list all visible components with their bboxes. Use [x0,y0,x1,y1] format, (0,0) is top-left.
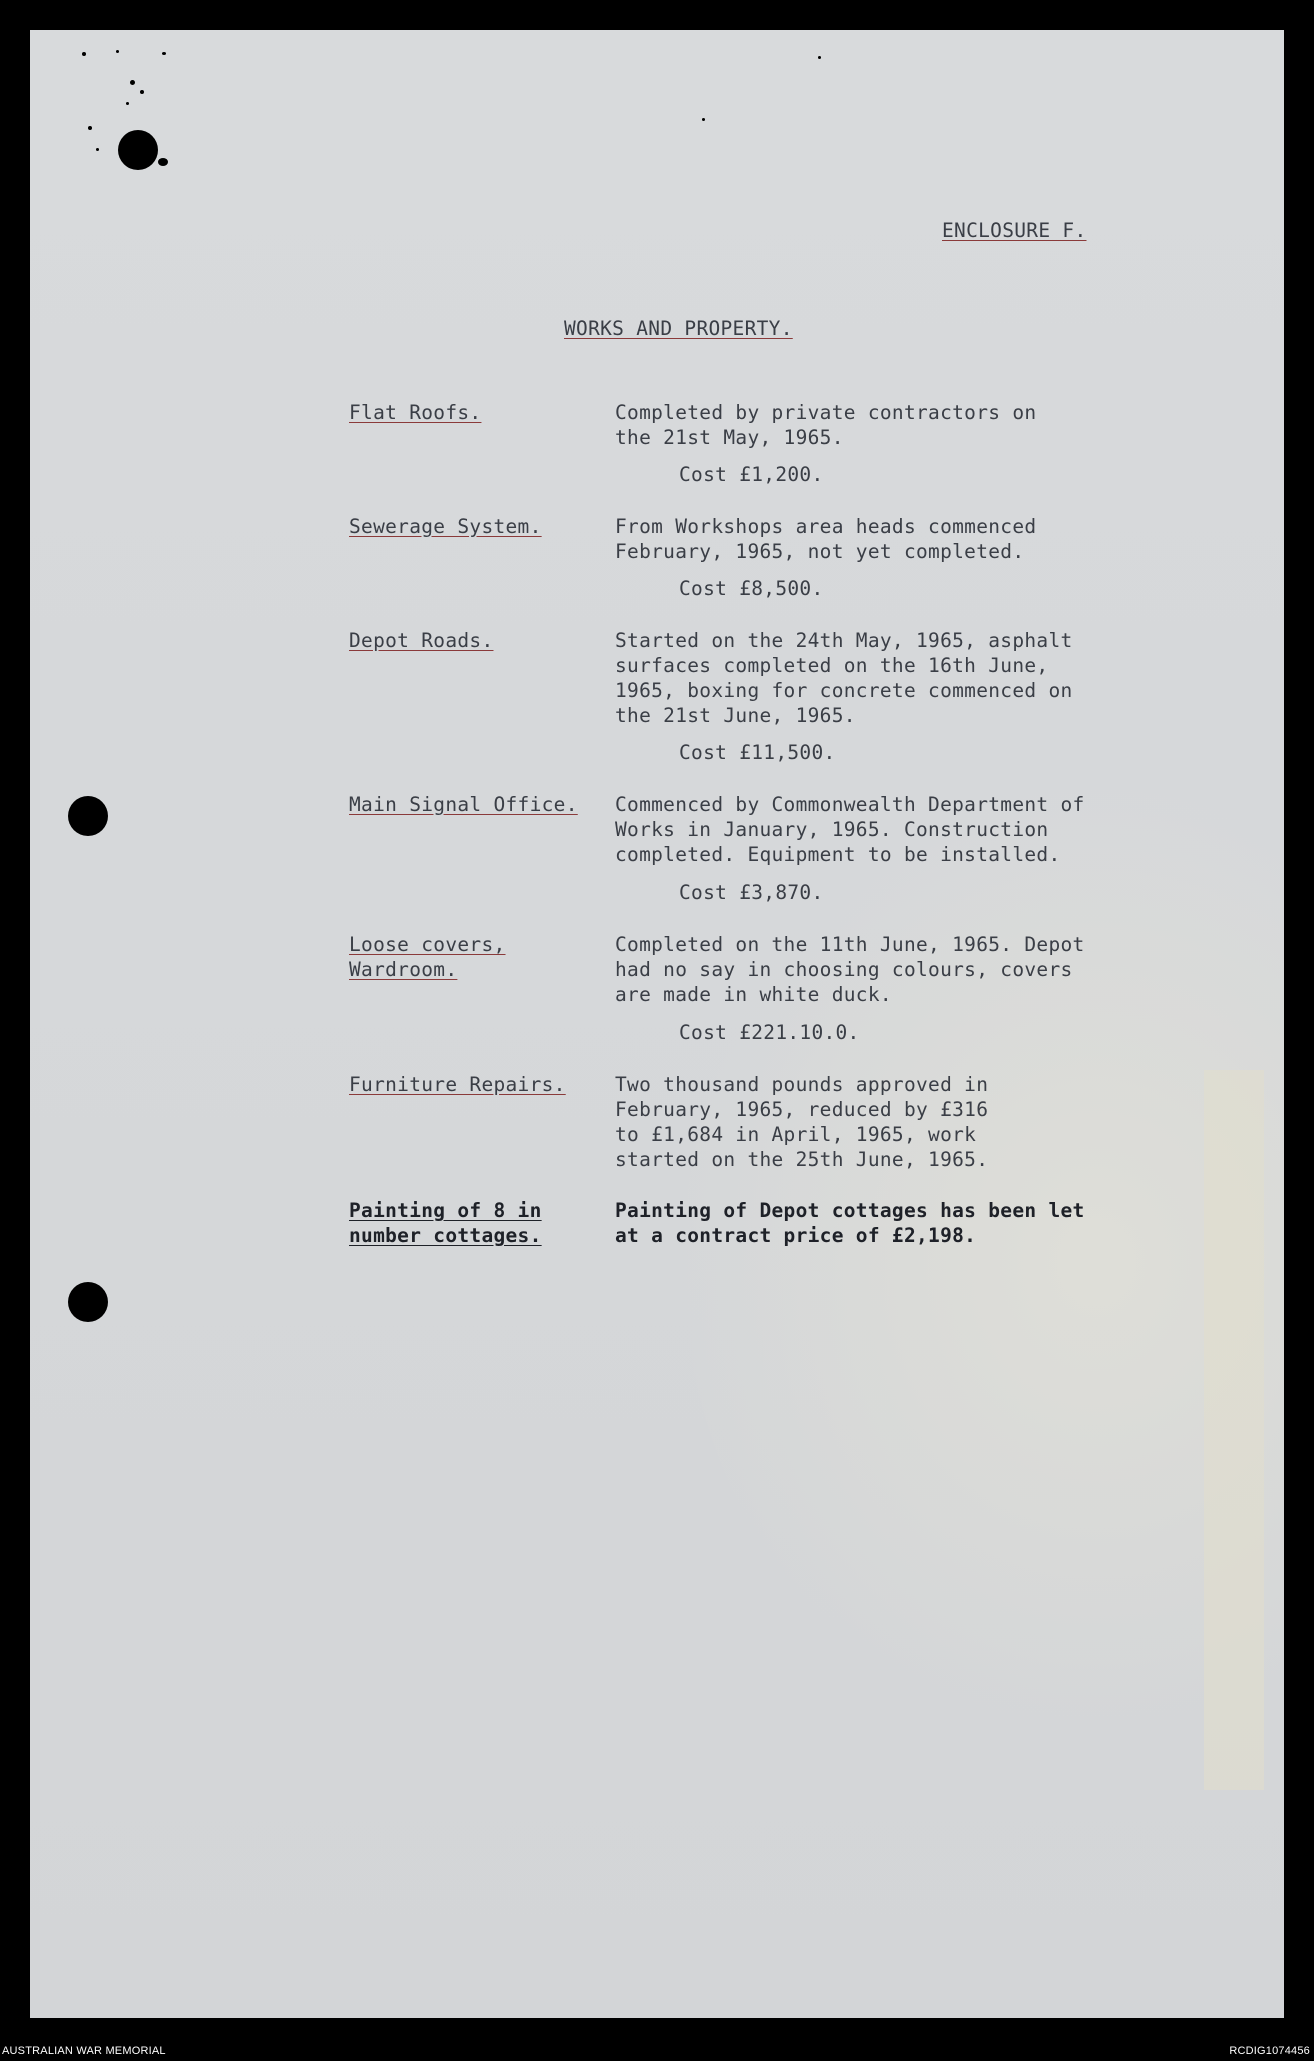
punch-hole-top [118,130,158,170]
footer-right-id: RCDIG1074456 [1229,2045,1310,2057]
speck [116,50,119,53]
entry-description: Commenced by Commonwealth Department of Works in January, 1965. Construction completed. Equipment to be installed. [615,793,1085,866]
entry-label: Sewerage System. [349,515,542,538]
entry-description: From Workshops area heads commenced February, 1965, not yet completed. [615,515,1037,563]
punch-hole-bottom [68,1282,108,1322]
speck [158,158,168,166]
entry-cost: Cost £1,200. [679,463,824,486]
entry-description: Started on the 24th May, 1965, asphalt surfaces completed on the 16th June, 1965, boxing for concrete commenced on the 21st June, 1965. [615,629,1073,727]
entry-label: Flat Roofs. [349,401,482,424]
footer-left-credit: AUSTRALIAN WAR MEMORIAL [2,2045,166,2057]
entry-label: Painting of 8 in number cottages. [349,1199,542,1247]
entry-cost: Cost £3,870. [679,881,824,904]
speck [88,126,92,130]
speck [140,90,144,94]
entry-description: Painting of Depot cottages has been let at a contract price of £2,198. [615,1199,1085,1247]
entry-cost: Cost £8,500. [679,577,824,600]
speck [130,80,135,85]
entry-label: Furniture Repairs. [349,1073,566,1096]
speck [818,56,821,59]
entry-description: Two thousand pounds approved in February, 1965, reduced by £316 to £1,684 in April, 1965, work started on the 25th June, 1965. [615,1073,989,1171]
speck [126,102,129,105]
entry-description: Completed by private contractors on the 21st May, 1965. [615,401,1037,449]
entry-label: Main Signal Office. [349,793,578,816]
speck [96,148,99,151]
document-title: WORKS AND PROPERTY. [564,317,793,340]
paper-stain [1204,1070,1264,1790]
punch-hole-middle [68,796,108,836]
entry-cost: Cost £221.10.0. [679,1021,860,1044]
entry-label: Depot Roads. [349,629,494,652]
speck [162,52,166,55]
entry-label: Loose covers, Wardroom. [349,933,506,981]
speck [702,118,705,121]
entry-cost: Cost £11,500. [679,741,836,764]
speck [82,52,86,56]
document-page [30,30,1284,2018]
enclosure-label: ENCLOSURE F. [942,219,1087,242]
entry-description: Completed on the 11th June, 1965. Depot had no say in choosing colours, covers are made in white duck. [615,933,1085,1006]
